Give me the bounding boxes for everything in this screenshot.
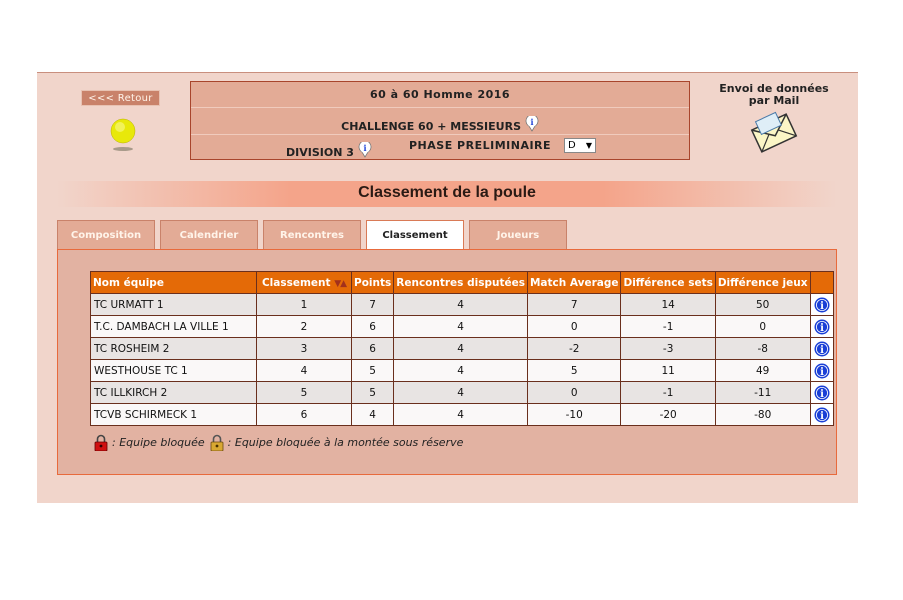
cell-played: 4	[394, 316, 528, 338]
info-icon[interactable]	[814, 297, 830, 313]
cell-games: -8	[715, 338, 810, 360]
cell-sets: -1	[621, 382, 715, 404]
row-info-cell	[810, 382, 833, 404]
cell-team[interactable]: TC ROSHEIM 2	[91, 338, 257, 360]
cell-sets: -3	[621, 338, 715, 360]
section-title-band	[57, 181, 837, 207]
phase-select-value: D	[568, 140, 576, 151]
cell-points: 4	[352, 404, 394, 426]
gold-lock-icon	[210, 434, 224, 451]
cell-avg: 0	[527, 316, 621, 338]
cell-points: 5	[352, 382, 394, 404]
col-header-match-average[interactable]: Match Average	[527, 272, 621, 294]
tab-calendrier[interactable]: Calendrier	[160, 220, 258, 250]
svg-text:i: i	[819, 344, 824, 356]
division-label: DIVISION 3	[286, 146, 354, 159]
cell-played: 4	[394, 338, 528, 360]
cell-team[interactable]: TC URMATT 1	[91, 294, 257, 316]
division-info-icon[interactable]	[358, 142, 372, 158]
challenge-label: CHALLENGE 60 + MESSIEURS	[341, 120, 521, 133]
cell-points: 7	[352, 294, 394, 316]
svg-text:i: i	[819, 388, 824, 400]
envelope-icon[interactable]	[750, 111, 798, 155]
cell-played: 4	[394, 294, 528, 316]
cell-games: 0	[715, 316, 810, 338]
legend	[94, 434, 463, 451]
tab-joueurs[interactable]: Joueurs	[469, 220, 567, 250]
cell-team[interactable]: TCVB SCHIRMECK 1	[91, 404, 257, 426]
cell-avg: -2	[527, 338, 621, 360]
col-header-rank[interactable]: Classement ▼▲	[257, 272, 352, 294]
cell-rank: 1	[257, 294, 352, 316]
cell-played: 4	[394, 360, 528, 382]
legend-blocked: : Equipe bloquée	[112, 436, 205, 449]
cell-rank: 5	[257, 382, 352, 404]
red-lock-icon	[94, 434, 108, 451]
cell-games: 49	[715, 360, 810, 382]
info-icon[interactable]	[814, 319, 830, 335]
cell-sets: -20	[621, 404, 715, 426]
cell-games: -80	[715, 404, 810, 426]
sort-arrows-icon[interactable]: ▼▲	[334, 278, 347, 289]
phase-label: PHASE PRELIMINAIRE	[409, 139, 552, 152]
tennis-ball-icon	[110, 118, 136, 152]
section-title: Classement de la poule	[358, 184, 536, 201]
table-row	[91, 316, 834, 338]
cell-rank: 4	[257, 360, 352, 382]
cell-avg: 5	[527, 360, 621, 382]
cell-team[interactable]: T.C. DAMBACH LA VILLE 1	[91, 316, 257, 338]
row-info-cell	[810, 316, 833, 338]
cell-played: 4	[394, 382, 528, 404]
division-title	[286, 142, 372, 159]
chevron-down-icon: ▼	[585, 141, 592, 150]
cell-avg: 0	[527, 382, 621, 404]
row-info-cell	[810, 360, 833, 382]
col-header-info	[810, 272, 833, 294]
cell-rank: 3	[257, 338, 352, 360]
svg-text:i: i	[363, 143, 367, 153]
cell-rank: 2	[257, 316, 352, 338]
row-info-cell	[810, 404, 833, 426]
challenge-info-icon[interactable]	[525, 116, 539, 132]
table-header-row	[91, 272, 834, 294]
page-frame	[37, 72, 858, 503]
info-icon[interactable]	[814, 407, 830, 423]
svg-text:i: i	[819, 300, 824, 312]
cell-played: 4	[394, 404, 528, 426]
cell-points: 6	[352, 316, 394, 338]
legend-blocked-promo: : Equipe bloquée à la montée sous réserve	[227, 436, 464, 449]
cell-sets: 14	[621, 294, 715, 316]
cell-points: 6	[352, 338, 394, 360]
cell-games: -11	[715, 382, 810, 404]
col-header-sets-diff[interactable]: Différence sets	[621, 272, 715, 294]
tab-composition[interactable]: Composition	[57, 220, 155, 250]
table-row	[91, 338, 834, 360]
info-icon[interactable]	[814, 363, 830, 379]
table-row	[91, 294, 834, 316]
svg-text:i: i	[819, 366, 824, 378]
col-header-team[interactable]: Nom équipe	[91, 272, 257, 294]
info-icon[interactable]	[814, 341, 830, 357]
competition-title: 60 à 60 Homme 2016	[369, 88, 511, 101]
tab-rencontres[interactable]: Rencontres	[263, 220, 361, 250]
tab-classement[interactable]: Classement	[366, 220, 464, 250]
cell-avg: -10	[527, 404, 621, 426]
back-button[interactable]: <<< Retour	[81, 90, 160, 106]
challenge-title	[191, 116, 689, 133]
row-info-cell	[810, 338, 833, 360]
phase-select[interactable]	[564, 138, 596, 153]
cell-team[interactable]: TC ILLKIRCH 2	[91, 382, 257, 404]
col-header-points[interactable]: Points	[352, 272, 394, 294]
row-info-cell	[810, 294, 833, 316]
cell-rank: 6	[257, 404, 352, 426]
ranking-panel	[57, 249, 837, 475]
cell-avg: 7	[527, 294, 621, 316]
cell-games: 50	[715, 294, 810, 316]
svg-text:i: i	[819, 410, 824, 422]
col-header-games-diff[interactable]: Différence jeux	[715, 272, 810, 294]
cell-points: 5	[352, 360, 394, 382]
cell-sets: -1	[621, 316, 715, 338]
ranking-table	[90, 271, 834, 426]
info-icon[interactable]	[814, 385, 830, 401]
cell-team[interactable]: WESTHOUSE TC 1	[91, 360, 257, 382]
mail-label: Envoi de données par Mail	[719, 82, 829, 107]
competition-header	[190, 81, 690, 160]
table-row	[91, 382, 834, 404]
svg-text:i: i	[819, 322, 824, 334]
table-row	[91, 360, 834, 382]
table-row	[91, 404, 834, 426]
cell-sets: 11	[621, 360, 715, 382]
svg-text:i: i	[530, 117, 534, 127]
col-header-played[interactable]: Rencontres disputées	[394, 272, 528, 294]
